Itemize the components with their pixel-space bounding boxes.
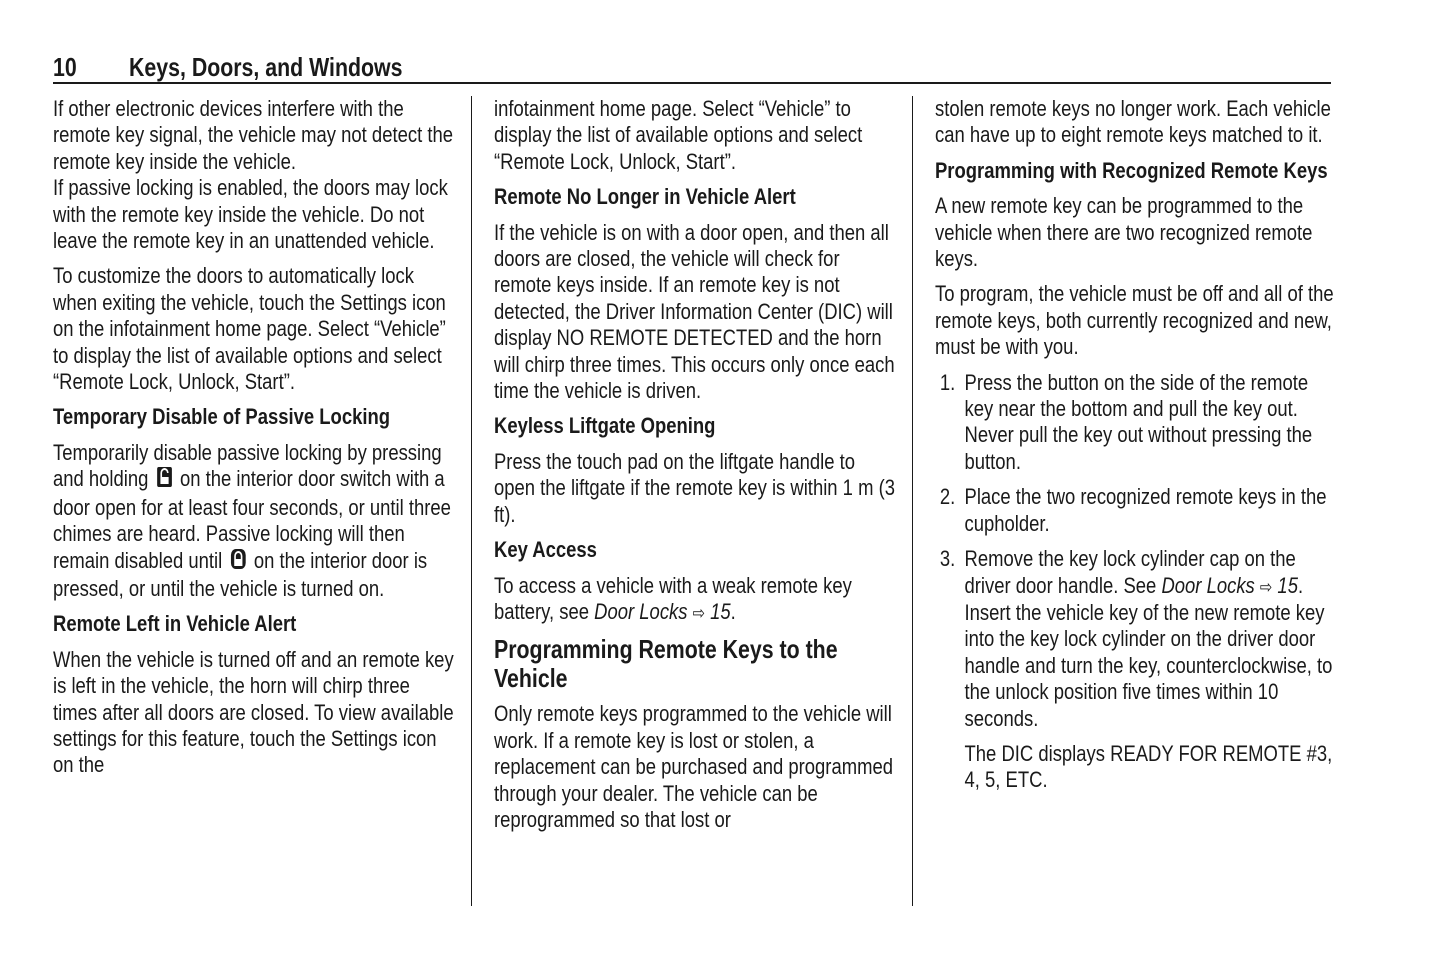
paragraph-temporary-disable xyxy=(53,440,455,602)
step-text: Place the two recognized remote keys in the cupholder. xyxy=(964,484,1327,536)
step-text: Press the button on the side of the remote key near the bottom and pull the key out. Never pull the key out without pressing the button. xyxy=(964,369,1313,474)
paragraph: Only remote keys programmed to the vehicle will work. If a remote key is lost or stolen, a replacement can be purchased and programmed through your dealer. The vehicle can be reprogrammed so that lost or xyxy=(494,701,893,832)
text-fragment: on the interior door is pressed, or until the vehicle is turned on. xyxy=(53,547,428,601)
page-number: 10 xyxy=(53,52,77,82)
subheading-key-access: Key Access xyxy=(494,537,597,563)
paragraph: If the vehicle is on with a door open, and then all doors are closed, the vehicle will check for remote keys inside. If an remote key is not detected, the Driver Information Center (DIC) will display NO REMOTE DETECTED and the horn will chirp three times. This occurs only once each time the vehicle is driven. xyxy=(494,219,895,404)
text-fragment: Temporarily disable passive locking by pressing and holding xyxy=(53,439,442,492)
reference-arrow-icon: ⇨ xyxy=(692,602,706,623)
step-text: Remove the key lock cylinder cap on the driver door handle. See xyxy=(964,546,1296,598)
page-header xyxy=(53,48,1331,84)
column-2 xyxy=(494,96,894,842)
cross-reference-link[interactable]: Door Locks xyxy=(1161,572,1255,598)
paragraph: If other electronic devices interfere with the remote key signal, the vehicle may not detect the remote key inside the vehicle. xyxy=(53,96,453,174)
list-item xyxy=(935,370,1337,476)
subheading-recognized: Programming with Recognized Remote Keys xyxy=(935,157,1328,183)
lock-icon xyxy=(230,548,246,576)
column-1 xyxy=(53,96,453,788)
column-divider xyxy=(471,96,472,906)
paragraph-dic: The DIC displays READY FOR REMOTE #3, 4, 5, ETC. xyxy=(964,740,1333,793)
column-divider xyxy=(912,96,913,906)
paragraph: A new remote key can be programmed to the vehicle when there are two recognized remote keys. xyxy=(935,193,1313,272)
paragraph: To customize the doors to automatically lock when exiting the vehicle, touch the Settings icon on the infotainment home page. Select “Vehicle” to display the list of available options and select “Remote Lock, Unlock, Start”. xyxy=(53,263,446,395)
column-3 xyxy=(935,96,1335,794)
page-reference[interactable]: 15 xyxy=(1277,572,1298,598)
paragraph: To program, the vehicle must be off and all of the remote keys, both currently recognized and new, must be with you. xyxy=(935,281,1334,360)
reference-arrow-icon: ⇨ xyxy=(1259,576,1273,597)
paragraph: If passive locking is enabled, the doors may lock with the remote key inside the vehicle. Do not leave the remote key in an unattended vehicle. xyxy=(53,175,448,254)
subheading-remote-left: Remote Left in Vehicle Alert xyxy=(53,611,297,637)
paragraph: When the vehicle is turned off and an remote key is left in the vehicle, the horn will chirp three times after all doors are closed. To view available settings for this feature, touch the Settings icon on the xyxy=(53,646,454,778)
subheading-temporary-disable: Temporary Disable of Passive Locking xyxy=(53,404,391,430)
subheading-no-longer: Remote No Longer in Vehicle Alert xyxy=(494,184,796,210)
list-item: 3. Remove the key lock cylinder cap on the driver door handle. See Door Locks ⇨ 15. Insert the vehicle key of the new remote key into the key lock cylinder on the driver door handle and turn the key, counterclockwise, to the unlock position five times within 10 seconds. xyxy=(939,546,1333,731)
paragraph: infotainment home page. Select “Vehicle” to display the list of available options and select “Remote Lock, Unlock, Start”. xyxy=(494,96,863,174)
steps-list xyxy=(935,370,1337,732)
paragraph-key-access: To access a vehicle with a weak remote key battery, see Door Locks ⇨ 15. xyxy=(494,573,896,627)
text-fragment: To access a vehicle with a weak remote key battery, see xyxy=(494,572,852,624)
cross-reference-link[interactable]: Door Locks xyxy=(594,598,688,624)
paragraph: Press the touch pad on the liftgate handle to open the liftgate if the remote key is within 1 m (3 ft). xyxy=(494,448,895,527)
step-number: 3. xyxy=(939,546,956,572)
heading-programming: Programming Remote Keys to the Vehicle xyxy=(494,634,838,694)
step-text: Insert the vehicle key of the new remote key into the key lock cylinder on the driver door handle and turn the key, counterclockwise, to the unlock position five times within 10 seconds. xyxy=(964,599,1333,731)
section-title: Keys, Doors, and Windows xyxy=(129,52,403,82)
paragraph: stolen remote keys no longer work. Each vehicle can have up to eight remote keys matched to it. xyxy=(935,96,1331,148)
page-reference[interactable]: 15 xyxy=(710,598,731,624)
unlock-icon xyxy=(156,466,172,494)
step-number: 2. xyxy=(939,484,956,510)
list-item xyxy=(935,484,1337,537)
text-fragment: on the interior door switch with a door open for at least four seconds, or until three chimes are heard. Passive locking will then remain disabled until xyxy=(53,466,451,573)
subheading-liftgate: Keyless Liftgate Opening xyxy=(494,413,716,439)
step-number: 1. xyxy=(939,369,956,395)
